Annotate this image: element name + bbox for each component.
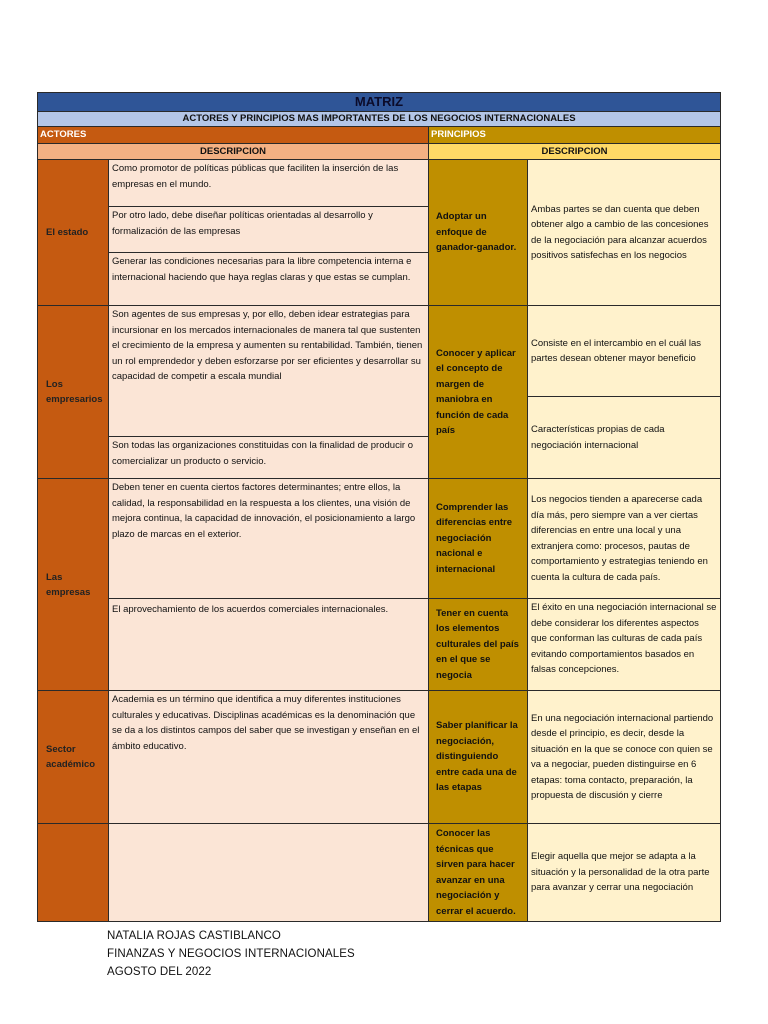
principle-row bbox=[429, 824, 720, 921]
actor-descriptions bbox=[109, 160, 429, 305]
principle-description: Consiste en el intercambio en el cuál las partes desean obtener mayor beneficio bbox=[528, 306, 720, 397]
actor-label: Los empresarios bbox=[38, 306, 109, 478]
principle-row bbox=[429, 306, 720, 478]
author-footer bbox=[107, 927, 355, 981]
actor-description: Como promotor de políticas públicas que faciliten la inserción de las empresas en el mundo. bbox=[109, 160, 428, 207]
principle-row bbox=[429, 160, 720, 305]
principles bbox=[429, 479, 720, 690]
actor-description bbox=[109, 824, 428, 921]
section-empty bbox=[38, 824, 720, 921]
actor-description: Academia es un término que identifica a muy diferentes instituciones culturales y educativas. Disciplinas académicas es la denominación que se da a los distintos campos del saber que se investigan y enseñan en el ámbito educativo. bbox=[109, 691, 428, 823]
principle-name: Conocer las técnicas que sirven para hacer avanzar en una negociación y cerrar el acuerdo. bbox=[429, 824, 528, 921]
actor-description: Por otro lado, debe diseñar políticas orientadas al desarrollo y formalización de las empresas bbox=[109, 207, 428, 253]
principle-name: Comprender las diferencias entre negociación nacional e internacional bbox=[429, 479, 528, 598]
principle-name: Saber planificar la negociación, distinguiendo entre cada una de las etapas bbox=[429, 691, 528, 823]
principle-name: Adoptar un enfoque de ganador-ganador. bbox=[429, 160, 528, 305]
principle-description: Ambas partes se dan cuenta que deben obtener algo a cambio de las concesiones de la negociación para alcanzar acuerdos positivos satisfechas en los negocios bbox=[528, 160, 720, 305]
actor-descriptions bbox=[109, 479, 429, 690]
principles bbox=[429, 824, 720, 921]
matrix-table bbox=[37, 92, 721, 922]
matrix-subtitle: ACTORES Y PRINCIPIOS MAS IMPORTANTES DE LOS NEGOCIOS INTERNACIONALES bbox=[38, 112, 720, 127]
principios-header: PRINCIPIOS bbox=[429, 127, 720, 143]
principle-description: Elegir aquella que mejor se adapta a la situación y la personalidad de la otra parte para avanzar y cerrar una negociación bbox=[528, 824, 720, 921]
matrix-title: MATRIZ bbox=[38, 93, 720, 112]
actor-description: Generar las condiciones necesarias para la libre competencia interna e internacional haciendo que haya reglas claras y que estas se cumplan. bbox=[109, 253, 428, 305]
actor-label: Las empresas bbox=[38, 479, 109, 690]
principles bbox=[429, 306, 720, 478]
principle-descriptions bbox=[528, 691, 720, 823]
actor-description: El aprovechamiento de los acuerdos comerciales internacionales. bbox=[109, 599, 428, 690]
principle-name: Tener en cuenta los elementos culturales del país en el que se negocia bbox=[429, 599, 528, 690]
principle-row bbox=[429, 599, 720, 690]
program-name: FINANZAS Y NEGOCIOS INTERNACIONALES bbox=[107, 948, 355, 960]
section-empresarios bbox=[38, 306, 720, 479]
principle-row bbox=[429, 479, 720, 599]
actor-description: Son todas las organizaciones constituidas con la finalidad de producir o comercializar un producto o servicio. bbox=[109, 437, 428, 478]
actor-descriptions bbox=[109, 691, 429, 823]
author-name: NATALIA ROJAS CASTIBLANCO bbox=[107, 930, 281, 942]
actor-label bbox=[38, 824, 109, 921]
principle-descriptions bbox=[528, 160, 720, 305]
document-date: AGOSTO DEL 2022 bbox=[107, 966, 212, 978]
principle-descriptions bbox=[528, 479, 720, 598]
principle-name: Conocer y aplicar el concepto de margen de maniobra en función de cada país bbox=[429, 306, 528, 478]
principles bbox=[429, 691, 720, 823]
section-empresas bbox=[38, 479, 720, 691]
principle-row bbox=[429, 691, 720, 823]
actor-label: Sector académico bbox=[38, 691, 109, 823]
principle-description: El éxito en una negociación internacional se debe considerar los diferentes aspectos que conforman las culturas de cada país evitando comportamientos basados en falsas concepciones. bbox=[528, 599, 720, 690]
principle-description: Características propias de cada negociación internacional bbox=[528, 397, 720, 478]
actor-description: Son agentes de sus empresas y, por ello, deben idear estrategias para incursionar en los mercados internacionales de manera tal que sustenten el crecimiento de la empresa y aumenten su rentabilidad. También, tienen un rol emprendedor y deben esforzarse por ser eficientes y desarrollar su capacidad de competir a escala mundial bbox=[109, 306, 428, 437]
actor-description: Deben tener en cuenta ciertos factores determinantes; entre ellos, la calidad, la responsabilidad en la respuesta a los clientes, una visión de mejora continua, la capacidad de innovación, el posicionamiento a largo plazo de marcas en el exterior. bbox=[109, 479, 428, 599]
actor-label: El estado bbox=[38, 160, 109, 305]
actores-header: ACTORES bbox=[38, 127, 429, 143]
actor-descriptions bbox=[109, 306, 429, 478]
principios-description-header: DESCRIPCION bbox=[429, 144, 720, 159]
section-estado bbox=[38, 160, 720, 306]
principle-descriptions bbox=[528, 824, 720, 921]
header-row bbox=[38, 127, 720, 144]
actores-description-header: DESCRIPCION bbox=[38, 144, 429, 159]
description-header-row bbox=[38, 144, 720, 160]
actor-descriptions bbox=[109, 824, 429, 921]
section-sector-academico bbox=[38, 691, 720, 824]
principles bbox=[429, 160, 720, 305]
principle-descriptions bbox=[528, 306, 720, 478]
principle-description: En una negociación internacional partiendo desde el principio, es decir, desde la situación en la que se conoce con quien se va a negociar, pueden distinguirse en 6 etapas: toma contacto, preparación, la propuesta de discusión y cierre bbox=[528, 691, 720, 823]
principle-descriptions bbox=[528, 599, 720, 690]
principle-description: Los negocios tienden a aparecerse cada día más, pero siempre van a ver ciertas diferencias en entre una local y una extranjera como: procesos, pautas de comportamiento y estrategias teniendo en cuenta la cultura de cada país. bbox=[528, 479, 720, 598]
